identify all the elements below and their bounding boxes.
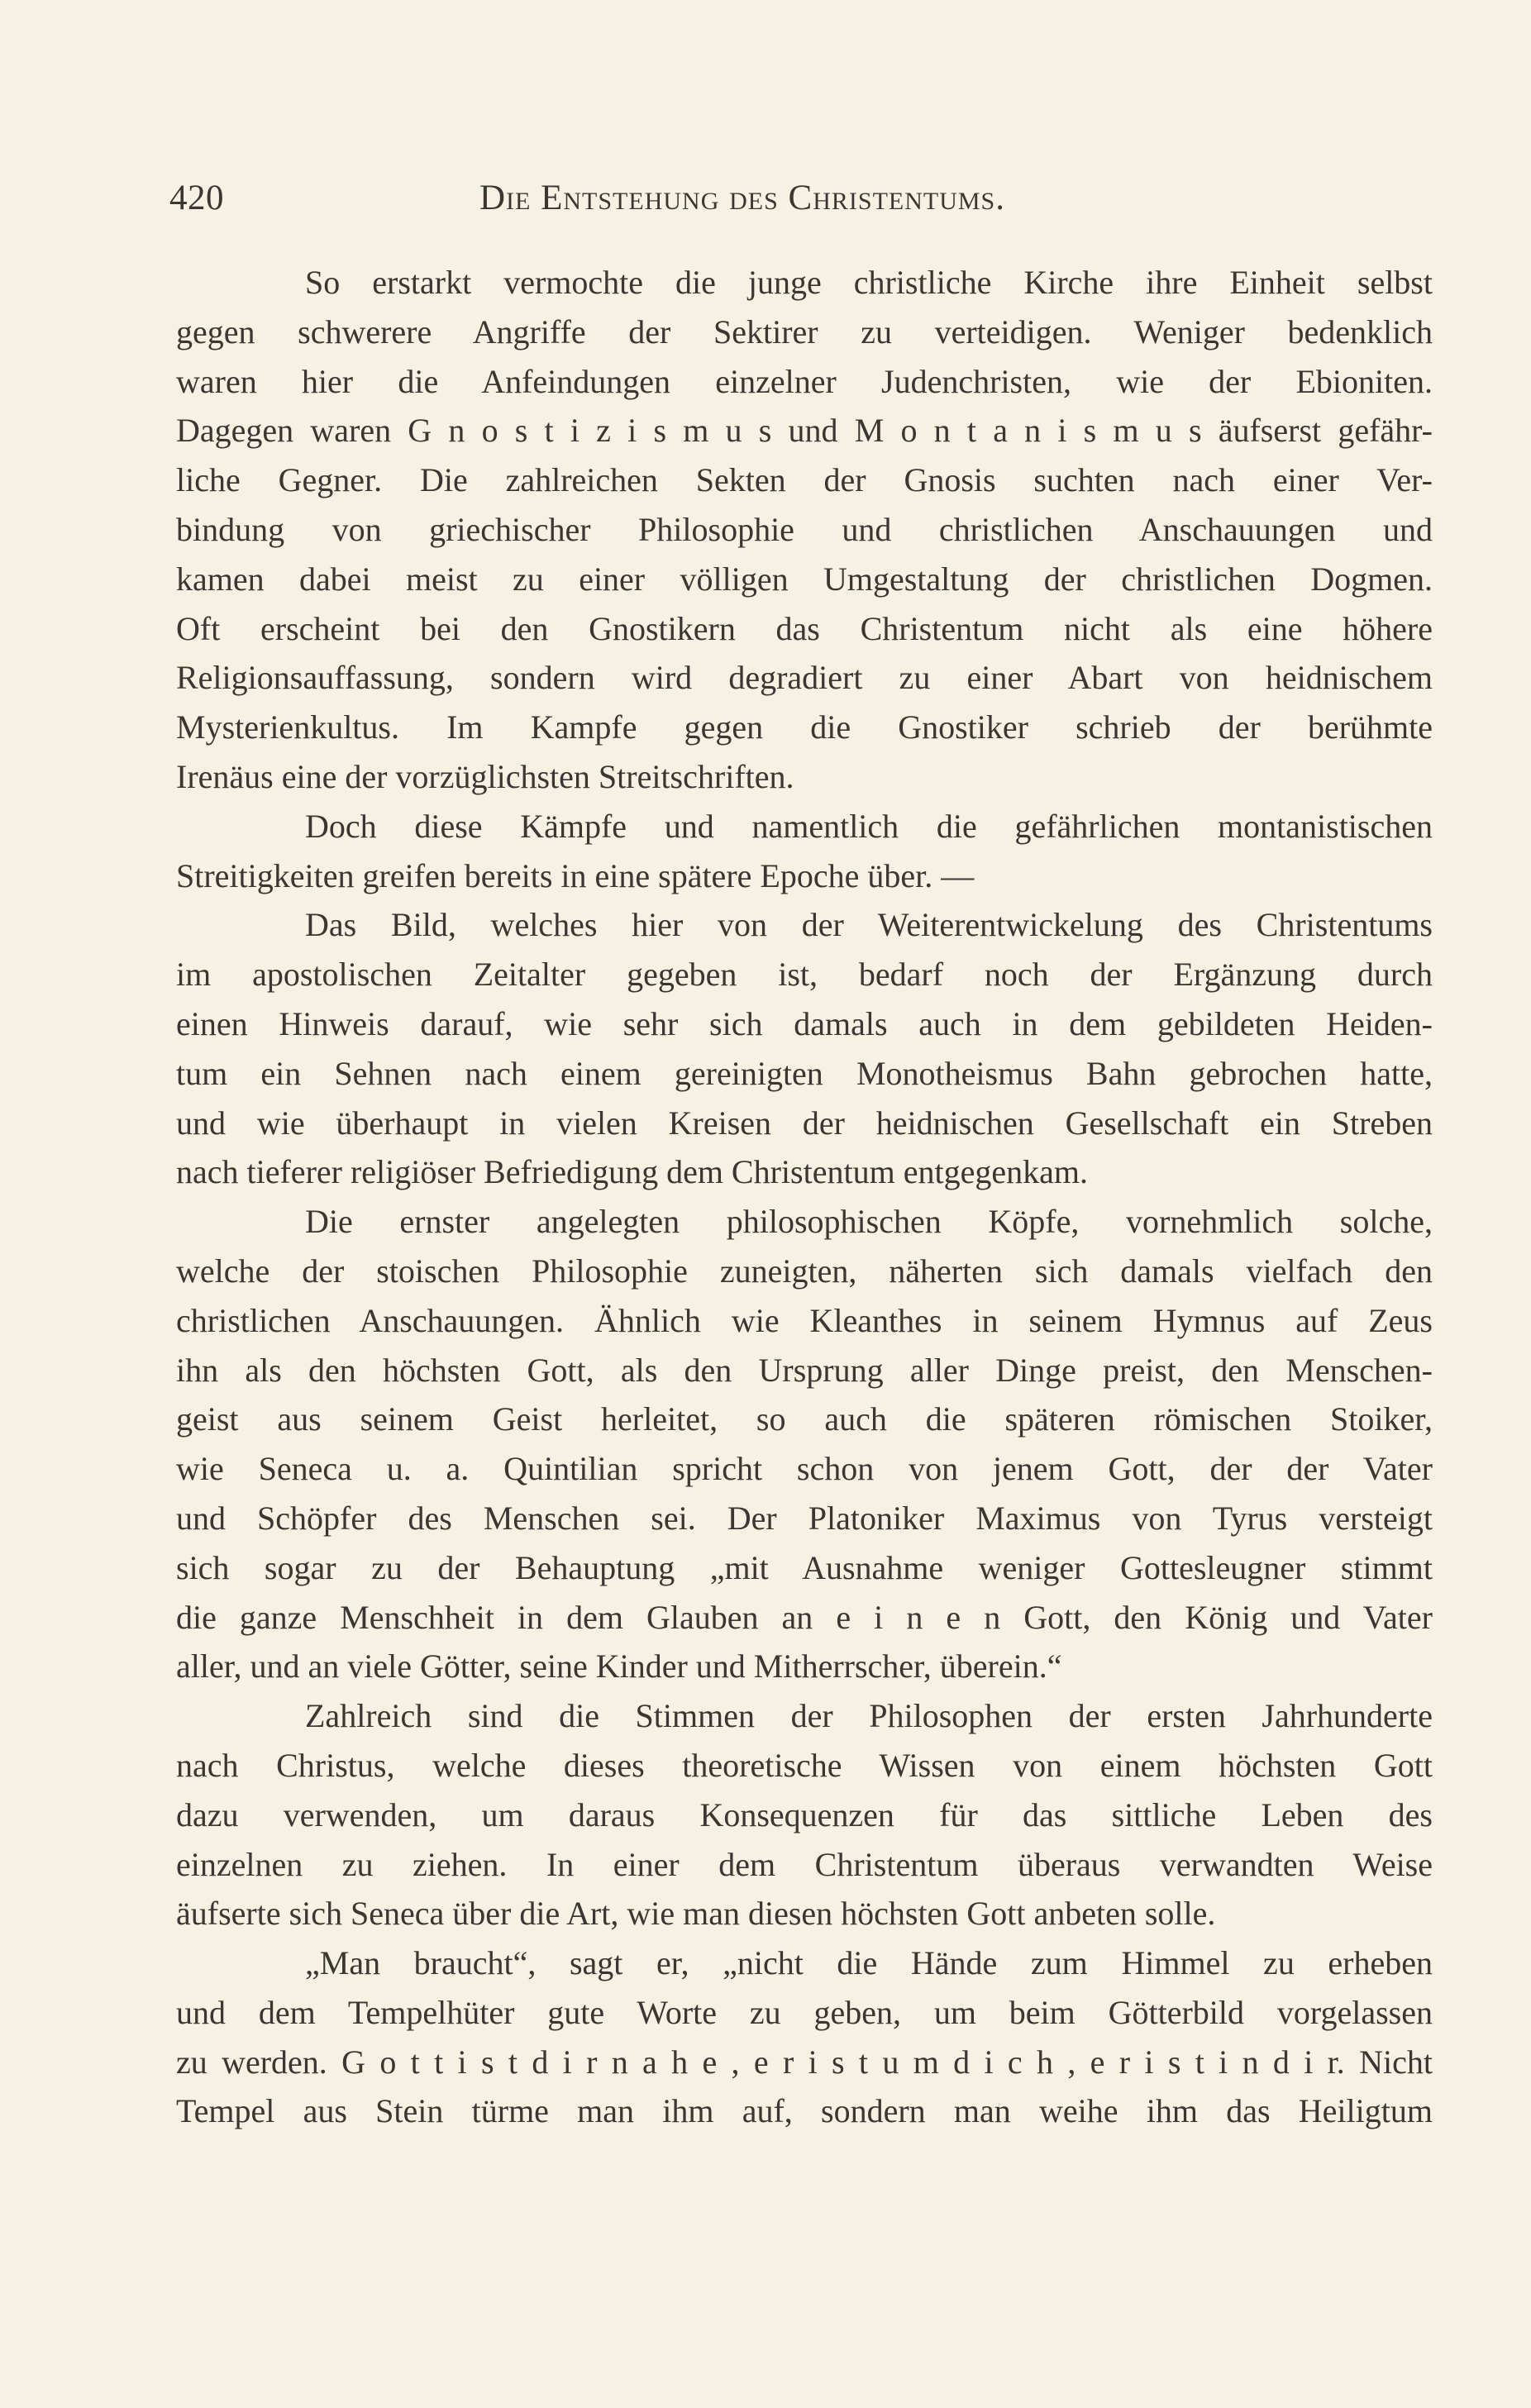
text-line: Mysterienkultus. Im Kampfe gegen die Gnostiker schrieb der berühmte (176, 708, 1433, 746)
text-line: im apostolischen Zeitalter gegeben ist, bedarf noch der Ergänzung durch (176, 956, 1433, 994)
text-line: Dagegen waren G n o s t i z i s m u s und M o n t a n i s m u s äufserst gefähr- (176, 412, 1433, 450)
body-text (176, 258, 1433, 2136)
text-line: Die ernster angelegten philosophischen Köpfe, vornehmlich solche, (305, 1203, 1433, 1241)
text-line: dazu verwenden, um daraus Konsequenzen für das sittliche Leben des (176, 1795, 1433, 1833)
text-line: Das Bild, welches hier von der Weiterentwickelung des Christentums (305, 906, 1433, 944)
text-line: Oft erscheint bei den Gnostikern das Christentum nicht als eine höhere (176, 609, 1433, 647)
text-line: bindung von griechischer Philosophie und christlichen Anschauungen und (176, 510, 1433, 548)
text-line: und dem Tempelhüter gute Worte zu geben, um beim Götterbild vorgelassen (176, 1993, 1433, 2031)
text-line: wie Seneca u. a. Quintilian spricht schon von jenem Gott, der der Vater (176, 1450, 1433, 1488)
text-line: Irenäus eine der vorzüglichsten Streitschriften. (176, 757, 794, 795)
text-line: kamen dabei meist zu einer völligen Umgestaltung der christlichen Dogmen. (176, 560, 1433, 598)
text-line: Doch diese Kämpfe und namentlich die gefährlichen montanistischen (305, 807, 1433, 845)
text-line: „Man braucht“, sagt er, „nicht die Hände zum Himmel zu erheben (305, 1944, 1433, 1982)
text-line: Streitigkeiten greifen bereits in eine spätere Epoche über. — (176, 856, 975, 894)
text-line: Zahlreich sind die Stimmen der Philosophen der ersten Jahrhunderte (305, 1697, 1433, 1735)
text-line: und wie überhaupt in vielen Kreisen der heidnischen Gesellschaft ein Streben (176, 1104, 1433, 1142)
text-line: So erstarkt vermochte die junge christliche Kirche ihre Einheit selbst (305, 264, 1433, 301)
text-line: die ganze Menschheit in dem Glauben an e i n e n Gott, den König und Vater (176, 1598, 1433, 1636)
running-title: Die Entstehung des Christentums. (479, 179, 1005, 217)
page-number: 420 (169, 179, 224, 217)
text-line: gegen schwerere Angriffe der Sektirer zu verteidigen. Weniger bedenklich (176, 312, 1433, 350)
text-line: und Schöpfer des Menschen sei. Der Platoniker Maximus von Tyrus versteigt (176, 1499, 1433, 1537)
text-line: tum ein Sehnen nach einem gereinigten Monotheismus Bahn gebrochen hatte, (176, 1054, 1433, 1092)
text-line: christlichen Anschauungen. Ähnlich wie Kleanthes in seinem Hymnus auf Zeus (176, 1301, 1433, 1339)
text-line: geist aus seinem Geist herleitet, so auch die späteren römischen Stoiker, (176, 1400, 1433, 1438)
text-line: zu werden. G o t t i s t d i r n a h e , e r i s t u m d i c h , e r i s t i n d i r. Nicht (176, 2043, 1433, 2081)
text-line: einen Hinweis darauf, wie sehr sich damals auch in dem gebildeten Heiden- (176, 1004, 1433, 1042)
text-line: Religionsauffassung, sondern wird degradiert zu einer Abart von heidnischem (176, 659, 1433, 697)
text-line: einzelnen zu ziehen. In einer dem Christentum überaus verwandten Weise (176, 1845, 1433, 1883)
text-line: aller, und an viele Götter, seine Kinder und Mitherrscher, überein.“ (176, 1647, 1062, 1686)
text-line: ihn als den höchsten Gott, als den Ursprung aller Dinge preist, den Menschen- (176, 1351, 1433, 1389)
text-line: äufserte sich Seneca über die Art, wie man diesen höchsten Gott anbeten solle. (176, 1895, 1216, 1933)
text-line: nach Christus, welche dieses theoretische Wissen von einem höchsten Gott (176, 1746, 1433, 1784)
running-header (169, 178, 1434, 227)
text-line: Tempel aus Stein türme man ihm auf, sondern man weihe ihm das Heiligtum (176, 2092, 1433, 2130)
text-line: waren hier die Anfeindungen einzelner Judenchristen, wie der Ebioniten. (176, 362, 1433, 400)
text-line: liche Gegner. Die zahlreichen Sekten der Gnosis suchten nach einer Ver- (176, 461, 1433, 499)
text-line: welche der stoischen Philosophie zuneigten, näherten sich damals vielfach den (176, 1252, 1433, 1290)
text-line: sich sogar zu der Behauptung „mit Ausnahme weniger Gottesleugner stimmt (176, 1548, 1433, 1586)
text-line: nach tieferer religiöser Befriedigung dem Christentum entgegenkam. (176, 1153, 1088, 1191)
